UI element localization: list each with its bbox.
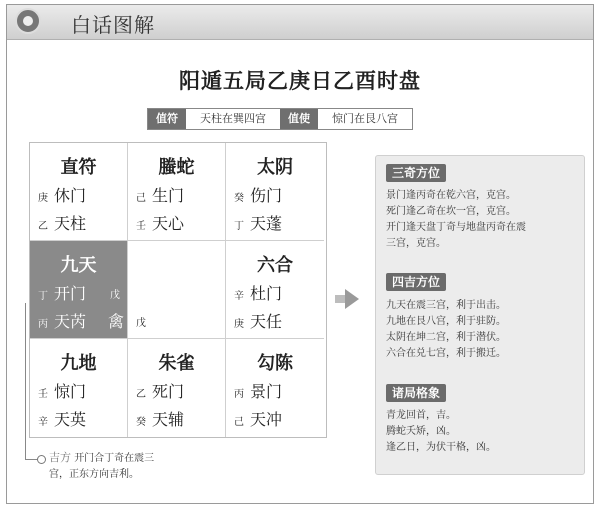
text-line: 九天在震三宫，利于出击。 xyxy=(386,300,506,311)
palace-line-star xyxy=(38,407,86,430)
door: 杜门 xyxy=(250,284,283,303)
footnote-connector xyxy=(25,303,38,460)
text-line: 青龙回首，吉。 xyxy=(386,410,456,421)
header-bar xyxy=(7,5,593,40)
star: 天蓬 xyxy=(250,214,283,233)
palace-god: 太阴 xyxy=(257,157,293,178)
explanation-panel xyxy=(375,155,585,475)
stem: 乙 xyxy=(136,389,146,400)
text-line: 六合在兑七宫，利于搬迁。 xyxy=(386,348,506,359)
arrow-right-icon xyxy=(345,289,359,309)
door: 景门 xyxy=(250,382,283,401)
palace-line-star xyxy=(234,407,282,430)
logo-icon xyxy=(15,8,41,34)
palace-line-door xyxy=(38,379,86,402)
palace-cell-2 xyxy=(128,143,226,241)
info-value-zhifu: 天柱在巽四宫 xyxy=(186,109,280,129)
text-line: 景门逢丙奇在乾六宫，克宫。 xyxy=(386,190,516,201)
door: 休门 xyxy=(54,186,87,205)
info-label-zhishi: 值使 xyxy=(280,109,318,129)
page-title: 阳遁五局乙庚日乙酉时盘 xyxy=(179,69,421,93)
stem: 庚 xyxy=(234,319,244,330)
stem: 丙 xyxy=(234,389,244,400)
text-line: 死门逢乙奇在坎一宫，克宫。 xyxy=(386,206,516,217)
palace-line-door xyxy=(38,281,86,304)
center-stem: 戊 xyxy=(136,318,146,329)
footnote-dot-icon xyxy=(37,455,46,464)
palace-line-star xyxy=(234,211,282,234)
palace-cell-3 xyxy=(226,143,324,241)
palace-line-star xyxy=(38,309,86,332)
palace-line-star xyxy=(136,407,184,430)
page-frame xyxy=(6,4,594,504)
palace-cell-5-center xyxy=(128,241,226,339)
palace-god: 直符 xyxy=(60,157,97,178)
stem: 壬 xyxy=(38,389,48,400)
info-row xyxy=(147,108,413,130)
star: 天冲 xyxy=(250,410,283,429)
star: 天英 xyxy=(54,410,87,429)
side-star: 禽 xyxy=(108,312,125,331)
palace-line-door xyxy=(136,379,184,402)
stem: 癸 xyxy=(234,193,244,204)
info-value-zhishi: 惊门在艮八宫 xyxy=(318,109,412,129)
side-stem: 戊 xyxy=(110,290,120,301)
star: 天辅 xyxy=(152,410,185,429)
palace-line-star xyxy=(234,309,282,332)
palace-god: 螣蛇 xyxy=(158,157,195,178)
section-label-siji: 四吉方位 xyxy=(386,273,446,291)
section-text-sanqi xyxy=(386,188,576,252)
palace-cell-7 xyxy=(30,339,128,437)
text-line: 腾蛇夭矫，凶。 xyxy=(386,426,456,437)
palace-line-door xyxy=(234,281,282,304)
stem: 乙 xyxy=(38,221,48,232)
door: 开门 xyxy=(54,284,87,303)
palace-line-door xyxy=(234,183,282,206)
palace-god: 六合 xyxy=(257,255,293,276)
section-text-siji xyxy=(386,298,576,362)
section-label-sanqi: 三奇方位 xyxy=(386,164,446,182)
section-label-geju: 诸局格象 xyxy=(386,384,446,402)
footnote-label: 吉方 xyxy=(49,451,71,464)
star: 天芮 xyxy=(54,312,87,331)
door: 生门 xyxy=(152,186,185,205)
stem: 辛 xyxy=(234,291,244,302)
door: 惊门 xyxy=(54,382,87,401)
text-line: 太阴在坤二宫，利于潜伏。 xyxy=(386,332,506,343)
stem: 己 xyxy=(234,417,244,428)
palace-god: 九天 xyxy=(60,255,97,276)
palace-cell-9 xyxy=(226,339,324,437)
palace-line-star xyxy=(136,211,184,234)
palace-cell-1 xyxy=(30,143,128,241)
stem: 己 xyxy=(136,193,146,204)
palace-cell-4 xyxy=(30,241,128,339)
stem: 庚 xyxy=(38,193,48,204)
text-line: 九地在艮八宫，利于驻防。 xyxy=(386,316,506,327)
info-label-zhifu: 值符 xyxy=(148,109,186,129)
palace-line-door xyxy=(234,379,282,402)
palace-god: 朱雀 xyxy=(158,353,195,374)
text-line: 三宫，克宫。 xyxy=(386,238,446,249)
palace-line-door xyxy=(38,183,86,206)
palace-line-star xyxy=(38,211,86,234)
stem: 丁 xyxy=(234,221,244,232)
stem: 壬 xyxy=(136,221,146,232)
stem: 丁 xyxy=(38,291,48,302)
palace-line-door xyxy=(136,183,184,206)
star: 天柱 xyxy=(54,214,87,233)
stem: 丙 xyxy=(38,319,48,330)
star: 天任 xyxy=(250,312,283,331)
text-line: 开门逢天盘丁奇与地盘丙奇在震 xyxy=(386,222,526,233)
stem: 辛 xyxy=(38,417,48,428)
palace-cell-8 xyxy=(128,339,226,437)
nine-palace-grid xyxy=(29,142,327,438)
footnote xyxy=(49,450,219,483)
palace-god: 九地 xyxy=(60,353,97,374)
palace-cell-6 xyxy=(226,241,324,339)
door: 伤门 xyxy=(250,186,283,205)
stem: 癸 xyxy=(136,417,146,428)
door: 死门 xyxy=(152,382,185,401)
palace-god: 勾陈 xyxy=(257,353,293,374)
header-title: 白话图解 xyxy=(71,13,155,37)
section-text-geju xyxy=(386,408,576,456)
footnote-line1: 开门合丁奇在震三 xyxy=(74,453,155,464)
text-line: 逢乙日，为伏干格，凶。 xyxy=(386,442,496,453)
star: 天心 xyxy=(152,214,185,233)
footnote-line2: 宫，正东方向吉利。 xyxy=(49,469,139,480)
